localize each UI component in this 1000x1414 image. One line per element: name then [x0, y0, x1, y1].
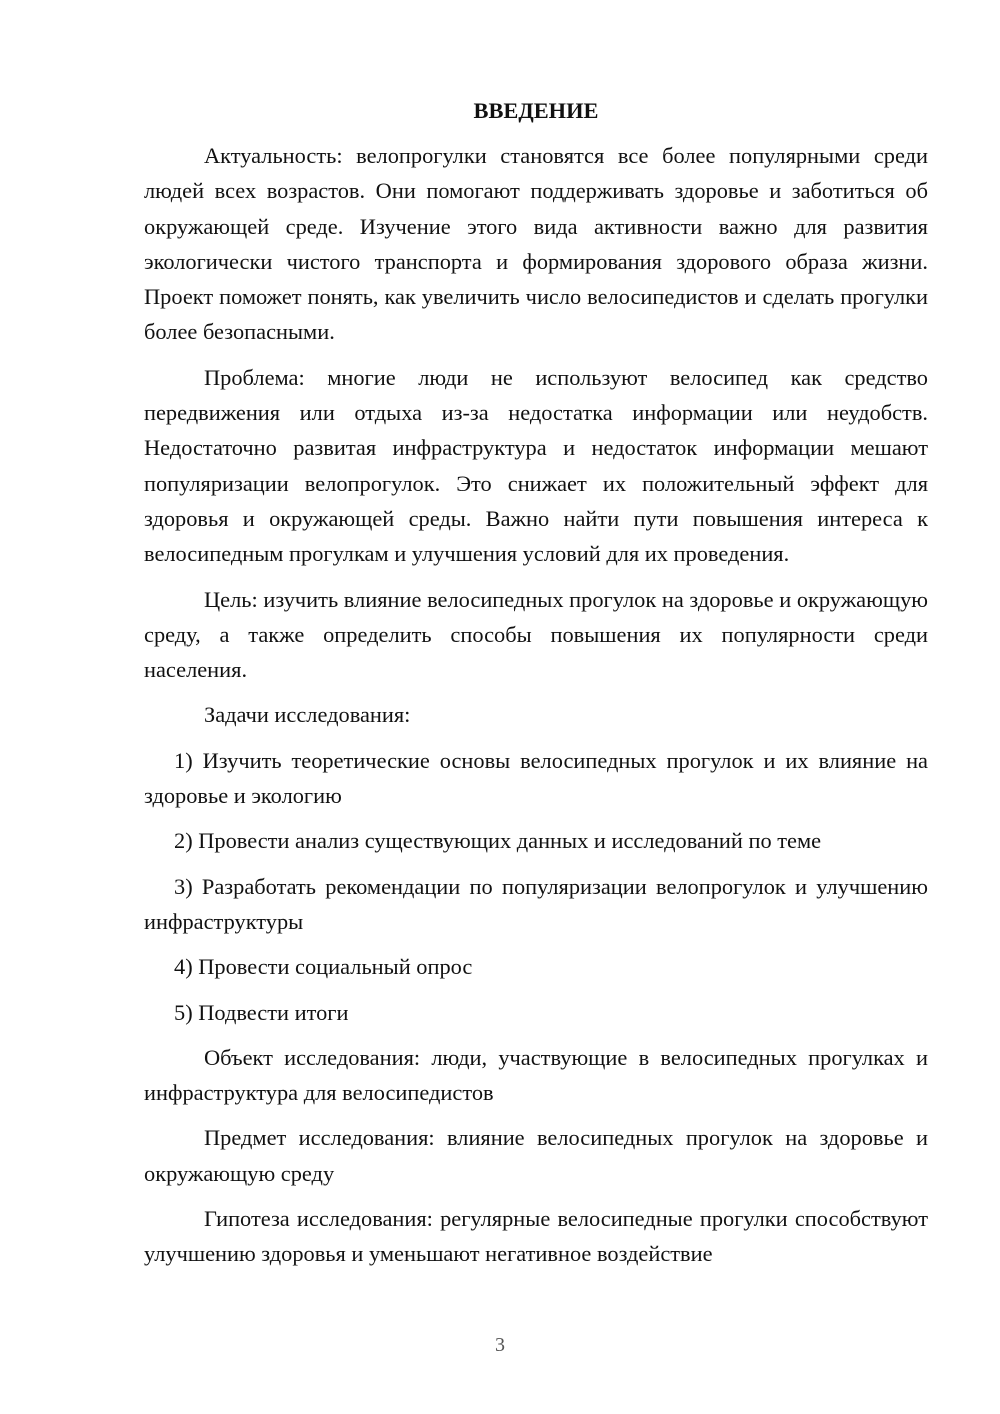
task-item-2: 2) Провести анализ существующих данных и исследований по теме [174, 828, 822, 854]
relevance-paragraph: Актуальность: велопрогулки становятся все более популярными среди людей всех возрастов. Они помогают поддерживать здоровье и заботиться об окружающей среде. Изучение этого вида активности важно для развития экологически чистого транспорта и формирования здорового образа жизни. Проект поможет понять, как увеличить число велосипедистов и сделать прогулки более безопасными. [144, 143, 928, 345]
problem-paragraph: Проблема: многие люди не используют велосипед как средство передвижения или отдыха из-за недостатка информации или неудобств. Недостаточно развитая инфраструктура и недостаток информации мешают популяризации велопрогулок. Это снижает их положительный эффект для здоровья и окружающей среды. Важно найти пути повышения интереса к велосипедным прогулкам и улучшения условий для их проведения. [144, 364, 928, 567]
task-item-1: 1) Изучить теоретические основы велосипедных прогулок и их влияние на здоровье и экологию [144, 747, 928, 809]
document-page [144, 92, 928, 1282]
task-item-3: 3) Разработать рекомендации по популяризации велопрогулок и улучшению инфраструктуры [144, 873, 928, 934]
page-title: ВВЕДЕНИЕ [473, 98, 599, 123]
task-item-5: 5) Подвести итоги [174, 999, 349, 1025]
goal-paragraph: Цель: изучить влияние велосипедных прогулок на здоровье и окружающую среду, а также определить способы повышения их популярности среди населения. [144, 586, 928, 683]
tasks-heading: Задачи исследования: [204, 702, 411, 728]
hypothesis-paragraph: Гипотеза исследования: регулярные велосипедные прогулки способствуют улучшению здоровья и уменьшают негативное воздействие [144, 1206, 928, 1267]
page-number: 3 [495, 1334, 505, 1356]
subject-paragraph: Предмет исследования: влияние велосипедных прогулок на здоровье и окружающую среду [144, 1125, 928, 1186]
task-item-4: 4) Провести социальный опрос [174, 954, 473, 980]
object-paragraph: Объект исследования: люди, участвующие в велосипедных прогулках и инфраструктура для велосипедистов [144, 1044, 928, 1106]
